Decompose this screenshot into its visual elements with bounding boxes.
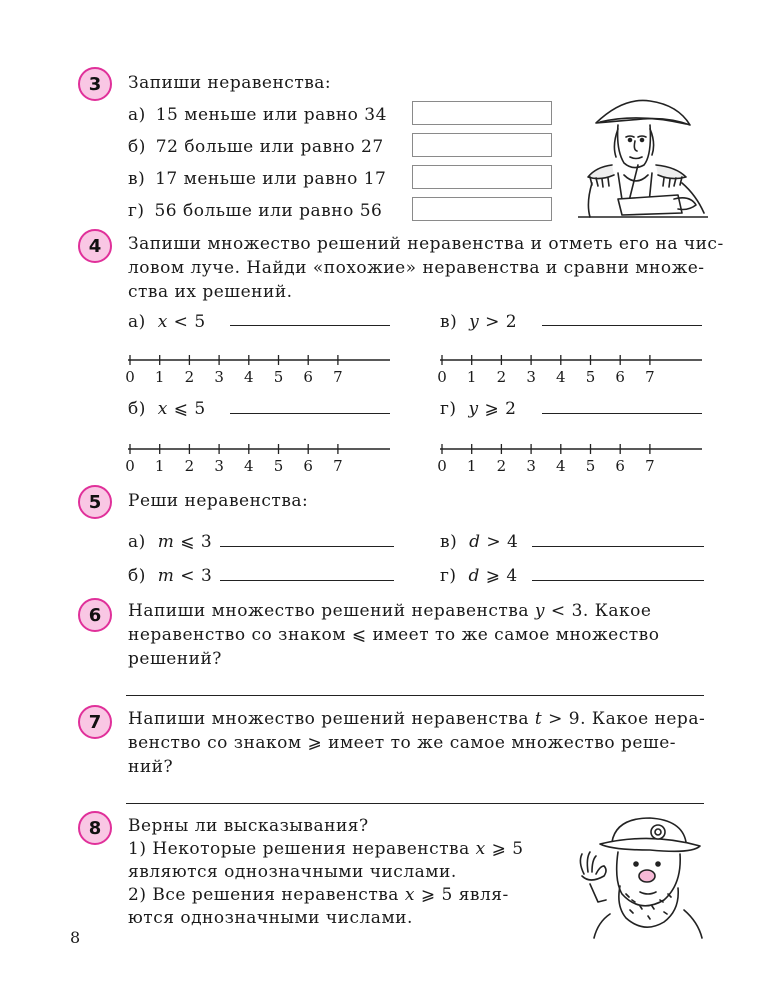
task-8-title: Верны ли высказывания?	[128, 816, 369, 836]
task-3-item-b: б) 72 больше или равно 27	[128, 137, 384, 157]
answer-line-7[interactable]	[126, 803, 704, 804]
napoleon-illustration	[578, 95, 708, 220]
task-3-item-d: г) 56 больше или равно 56	[128, 201, 383, 221]
tick-label-6: 6	[303, 457, 313, 475]
number-line-4v[interactable]	[436, 350, 706, 386]
tick-label-7: 7	[333, 368, 343, 386]
answer-line-4g[interactable]	[542, 413, 702, 414]
task-5-title: Реши неравенства:	[128, 491, 309, 511]
tick-label-3: 3	[526, 368, 536, 386]
tick-label-6: 6	[615, 457, 625, 475]
task-7-line-2: венство со знаком ⩾ имеет то же самое множество реше-	[128, 733, 677, 753]
answer-line-5g[interactable]	[532, 580, 704, 581]
task-3-item-a: а) 15 меньше или равно 34	[128, 105, 387, 125]
tick-label-4: 4	[556, 368, 566, 386]
answer-box-3a[interactable]	[412, 101, 552, 125]
task-4-text-line-2: ловом луче. Найди «похожие» неравенства и сравни множе-	[128, 258, 705, 278]
tick-label-3: 3	[214, 457, 224, 475]
answer-line-4a[interactable]	[230, 325, 390, 326]
tick-label-4: 4	[244, 457, 254, 475]
tick-label-0: 0	[437, 368, 447, 386]
task-5-item-v: в) d > 4	[440, 532, 519, 552]
answer-line-6[interactable]	[126, 695, 704, 696]
task-4-text-line-3: ства их решений.	[128, 282, 293, 302]
tick-label-3: 3	[214, 368, 224, 386]
task-3-item-c: в) 17 меньше или равно 17	[128, 169, 387, 189]
answer-line-5v[interactable]	[532, 546, 704, 547]
page-number: 8	[70, 928, 81, 947]
tick-label-0: 0	[125, 457, 135, 475]
task-4-item-b: б) x ⩽ 5	[128, 399, 206, 419]
tick-label-3: 3	[526, 457, 536, 475]
tick-label-5: 5	[585, 457, 596, 475]
task-number-4: 4	[78, 229, 112, 263]
tick-label-1: 1	[466, 457, 477, 475]
tick-label-2: 2	[184, 368, 195, 386]
task-number-7: 7	[78, 705, 112, 739]
answer-box-3c[interactable]	[412, 165, 552, 189]
task-6-line-2: неравенство со знаком ⩽ имеет то же самое множество	[128, 625, 660, 645]
task-4-item-a: а) x < 5	[128, 312, 206, 332]
bearded-man-illustration	[560, 810, 710, 940]
task-number-6: 6	[78, 598, 112, 632]
tick-label-6: 6	[303, 368, 313, 386]
answer-box-3b[interactable]	[412, 133, 552, 157]
task-5-item-b: б) m < 3	[128, 566, 213, 586]
task-number-5: 5	[78, 485, 112, 519]
task-4-item-v: в) y > 2	[440, 312, 518, 332]
answer-line-5a[interactable]	[220, 546, 394, 547]
tick-label-5: 5	[273, 368, 284, 386]
tick-label-5: 5	[585, 368, 596, 386]
tick-label-4: 4	[556, 457, 566, 475]
task-4-text-line-1: Запиши множество решений неравенства и отметь его на чис-	[128, 234, 724, 254]
tick-label-1: 1	[154, 457, 165, 475]
task-7-line-1: Напиши множество решений неравенства t > 9. Какое нера-	[128, 709, 706, 729]
tick-label-7: 7	[333, 457, 343, 475]
tick-label-7: 7	[645, 368, 655, 386]
task-5-item-g: г) d ⩾ 4	[440, 566, 518, 586]
tick-label-4: 4	[244, 368, 254, 386]
tick-label-1: 1	[466, 368, 477, 386]
number-line-4b[interactable]	[124, 439, 394, 475]
task-3-title: Запиши неравенства:	[128, 73, 332, 93]
task-6-line-1: Напиши множество решений неравенства y < 3. Какое	[128, 601, 652, 621]
task-8-statement-1-line-2: являются однозначными числами.	[128, 862, 457, 882]
answer-line-5b[interactable]	[220, 580, 394, 581]
number-line-4a[interactable]	[124, 350, 394, 386]
task-8-statement-2-line-1: 2) Все решения неравенства x ⩾ 5 явля-	[128, 885, 509, 905]
tick-label-5: 5	[273, 457, 284, 475]
task-8-statement-2-line-2: ются однозначными числами.	[128, 908, 413, 928]
tick-label-0: 0	[437, 457, 447, 475]
number-line-4g[interactable]	[436, 439, 706, 475]
tick-label-2: 2	[184, 457, 195, 475]
tick-label-1: 1	[154, 368, 165, 386]
tick-label-7: 7	[645, 457, 655, 475]
task-number-8: 8	[78, 811, 112, 845]
task-6-line-3: решений?	[128, 649, 222, 669]
task-4-item-g: г) y ⩾ 2	[440, 399, 517, 419]
tick-label-2: 2	[496, 368, 507, 386]
task-8-statement-1-line-1: 1) Некоторые решения неравенства x ⩾ 5	[128, 839, 524, 859]
tick-label-0: 0	[125, 368, 135, 386]
task-number-3: 3	[78, 67, 112, 101]
tick-label-6: 6	[615, 368, 625, 386]
answer-box-3d[interactable]	[412, 197, 552, 221]
task-5-item-a: а) m ⩽ 3	[128, 532, 213, 552]
answer-line-4b[interactable]	[230, 413, 390, 414]
tick-label-2: 2	[496, 457, 507, 475]
task-7-line-3: ний?	[128, 757, 174, 777]
answer-line-4v[interactable]	[542, 325, 702, 326]
